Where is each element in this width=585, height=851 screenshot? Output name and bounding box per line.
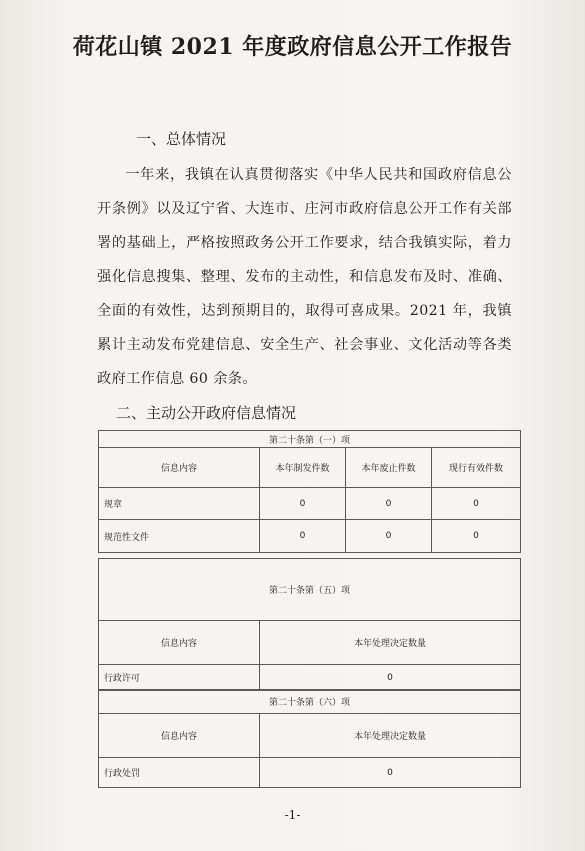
table-caption: 第二十条第（五）项	[99, 559, 521, 621]
table-row	[99, 758, 521, 788]
table-header-row	[99, 448, 521, 488]
table-header-row	[99, 621, 521, 665]
table-cell: 0	[432, 520, 521, 553]
table-cell: 规章	[99, 488, 260, 520]
table-row	[99, 520, 521, 553]
table-header-row	[99, 714, 521, 758]
table-cell: 0	[432, 488, 521, 520]
table-header-cell: 本年处理决定数量	[260, 621, 521, 665]
table-header-cell: 信息内容	[99, 714, 260, 758]
section-2-heading: 二、主动公开政府信息情况	[116, 404, 297, 422]
table-header-cell: 本年处理决定数量	[260, 714, 521, 758]
table-article-20-item-5	[98, 558, 521, 691]
table-cell: 0	[260, 488, 346, 520]
table-cell: 行政许可	[99, 665, 260, 691]
table-header-cell: 本年制发件数	[260, 448, 346, 488]
table-header-cell: 信息内容	[99, 448, 260, 488]
table-article-20-item-6	[98, 689, 521, 788]
page-number: -1-	[284, 808, 301, 822]
table-header-cell: 现行有效件数	[432, 448, 521, 488]
table-article-20-item-1	[98, 430, 521, 553]
report-title: 荷花山镇 2021 年度政府信息公开工作报告	[72, 34, 513, 60]
table-cell: 0	[346, 520, 432, 553]
table-cell: 0	[260, 758, 521, 788]
table-cell: 规范性文件	[99, 520, 260, 553]
section-1-paragraph: 一年来，我镇在认真贯彻落实《中华人民共和国政府信息公开条例》以及辽宁省、大连市、庄河市政府信息公开工作有关部署的基础上，严格按照政务公开工作要求，结合我镇实际，着力强化信息搜集、整理、发布的主动性，和信息发布及时、准确、全面的有效性，达到预期目的，取得可喜成果。2021 年，我镇累计主动发布党建信息、安全生产、社会事业、文化活动等各类政府工作信息 60 余条。	[97, 167, 512, 387]
table-caption: 第二十条第（一）项	[99, 431, 521, 448]
table-header-cell: 本年废止件数	[346, 448, 432, 488]
table-row	[99, 488, 521, 520]
table-header-cell: 信息内容	[99, 621, 260, 665]
table-row	[99, 665, 521, 691]
table-cell: 0	[260, 665, 521, 691]
table-cell: 0	[260, 520, 346, 553]
table-cell: 行政处罚	[99, 758, 260, 788]
table-cell: 0	[346, 488, 432, 520]
section-1-heading: 一、总体情况	[136, 130, 227, 148]
table-caption: 第二十条第（六）项	[99, 690, 521, 714]
